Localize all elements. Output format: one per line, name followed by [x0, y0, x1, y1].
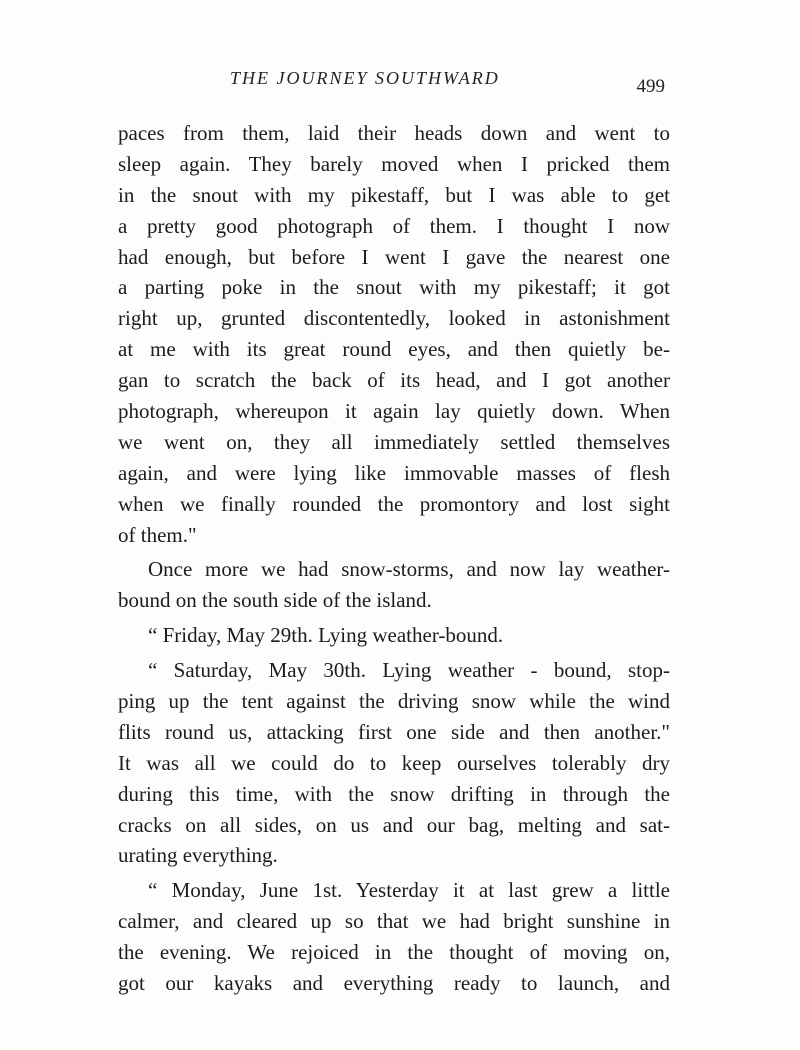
text-line: got our kayaks and everything ready to launch, and: [118, 971, 670, 996]
text-line: urating everything.: [118, 843, 278, 868]
paragraph-start-line: “ Saturday, May 30th. Lying weather - bound, stop-: [148, 658, 670, 683]
text-line: ping up the tent against the driving snow while the wind: [118, 689, 670, 714]
paragraph-start-line: “ Friday, May 29th. Lying weather-bound.: [148, 623, 504, 648]
text-line: during this time, with the snow drifting in through the: [118, 781, 670, 806]
page-header: [120, 66, 665, 102]
running-title: THE JOURNEY SOUTHWARD: [230, 68, 500, 88]
text-line: at me with its great round eyes, and then quietly be-: [118, 337, 670, 362]
text-line: It was all we could do to keep ourselves tolerably dry: [118, 750, 670, 775]
text-line: gan to scratch the back of its head, and I got another: [118, 368, 670, 393]
text-line: calmer, and cleared up so that we had bright sunshine in: [118, 909, 670, 934]
text-line: photograph, whereupon it again lay quietly down. When: [118, 399, 670, 424]
text-line: of them.": [118, 522, 197, 547]
paragraph-start-line: Once more we had snow-storms, and now lay weather-: [148, 557, 670, 582]
text-line: the evening. We rejoiced in the thought of moving on,: [118, 940, 670, 965]
page-number: 499: [636, 76, 665, 97]
text-line: paces from them, laid their heads down and went to: [118, 121, 670, 145]
text-line: we went on, they all immediately settled themselves: [118, 429, 670, 454]
body-text: [118, 118, 670, 999]
text-line: when we finally rounded the promontory and lost sight: [118, 491, 670, 516]
text-line: bound on the south side of the island.: [118, 588, 432, 613]
text-line: had enough, but before I went I gave the nearest one: [118, 244, 670, 269]
text-line: again, and were lying like immovable masses of flesh: [118, 460, 670, 485]
text-line: flits round us, attacking first one side and then another.": [118, 719, 670, 744]
text-line: a parting poke in the snout with my pikestaff; it got: [118, 275, 670, 300]
text-line: in the snout with my pikestaff, but I was able to get: [118, 182, 670, 207]
text-line: sleep again. They barely moved when I pricked them: [118, 151, 670, 176]
text-line: a pretty good photograph of them. I thought I now: [118, 213, 670, 238]
paragraph-start-line: “ Monday, June 1st. Yesterday it at last grew a little: [148, 878, 670, 903]
text-line: right up, grunted discontentedly, looked in astonishment: [118, 306, 670, 331]
text-line: cracks on all sides, on us and our bag, melting and sat-: [118, 812, 670, 837]
